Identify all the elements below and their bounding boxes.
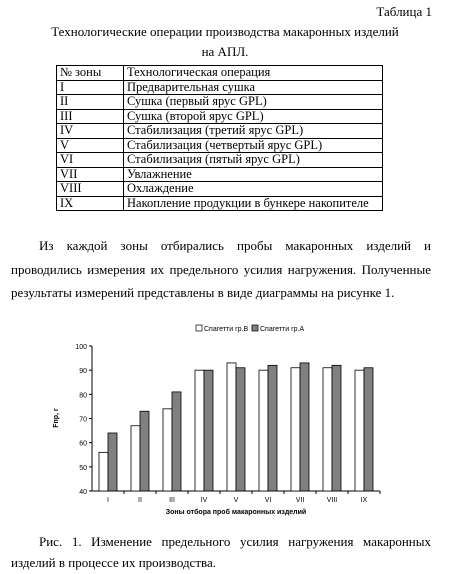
caption-text: Рис. 1. Изменение предельного усилия нагружения макаронных изделий в процессе их производства. <box>11 534 431 570</box>
zone-cell: IV <box>57 124 124 139</box>
bar-spaghetti-v <box>131 426 140 491</box>
figure-caption <box>11 531 431 573</box>
table-row <box>57 153 383 168</box>
bar-spaghetti-a <box>364 368 373 491</box>
x-tick-label: IV <box>200 497 208 504</box>
table-header-row <box>57 66 383 81</box>
table-title-line1: Технологические операции производства макаронных изделий <box>51 24 399 39</box>
zone-cell: I <box>57 80 124 95</box>
bar-spaghetti-v <box>163 409 172 491</box>
bar-spaghetti-a <box>268 365 277 491</box>
y-tick-label: 60 <box>79 440 87 448</box>
operation-cell: Увлажнение <box>124 167 383 182</box>
y-tick-label: 80 <box>79 392 87 400</box>
force-bar-chart <box>40 318 390 523</box>
table-row <box>57 196 383 211</box>
table-row <box>57 124 383 139</box>
bar-spaghetti-v <box>227 363 236 491</box>
x-tick-label: VIII <box>326 497 338 504</box>
y-axis-label: Fпр, г <box>53 408 60 428</box>
bar-spaghetti-v <box>355 370 364 491</box>
bar-spaghetti-a <box>140 411 149 491</box>
zone-cell: V <box>57 138 124 153</box>
body-paragraph <box>11 234 431 305</box>
legend-label: Спагетти гр.А <box>260 326 305 333</box>
y-tick-label: 40 <box>79 489 87 496</box>
bar-spaghetti-a <box>236 368 245 491</box>
operation-cell: Сушка (первый ярус GPL) <box>124 95 383 110</box>
bar-spaghetti-a <box>172 392 181 491</box>
legend-swatch <box>196 325 202 331</box>
legend-label: Спагетти гр.В <box>204 326 249 333</box>
table-title <box>0 22 450 62</box>
x-tick-label: III <box>169 497 175 504</box>
table-row <box>57 109 383 124</box>
bar-spaghetti-v <box>99 452 108 491</box>
x-tick-label: VII <box>295 497 305 504</box>
bar-spaghetti-a <box>300 363 309 491</box>
zone-cell: VII <box>57 167 124 182</box>
operation-cell: Накопление продукции в бункере накопителе <box>124 196 383 211</box>
zone-cell: II <box>57 95 124 110</box>
table-label: Таблица 1 <box>376 4 432 19</box>
header-zone: № зоны <box>57 66 124 81</box>
table-row <box>57 138 383 153</box>
operation-cell: Стабилизация (четвертый ярус GPL) <box>124 138 383 153</box>
table-row <box>57 182 383 197</box>
operation-cell: Стабилизация (третий ярус GPL) <box>124 124 383 139</box>
y-tick-label: 90 <box>79 368 87 376</box>
bar-spaghetti-v <box>195 370 204 491</box>
header-operation: Технологическая операция <box>124 66 383 81</box>
zone-cell: VIII <box>57 182 124 197</box>
x-tick-label: IX <box>360 497 368 504</box>
bar-spaghetti-a <box>332 365 341 491</box>
x-tick-label: I <box>107 497 109 504</box>
table-row <box>57 167 383 182</box>
bar-spaghetti-v <box>323 368 332 491</box>
bar-spaghetti-v <box>259 370 268 491</box>
x-tick-label: V <box>233 497 239 504</box>
table-title-line2: на АПЛ. <box>201 44 249 59</box>
operation-cell: Сушка (второй ярус GPL) <box>124 109 383 124</box>
paragraph-text: Из каждой зоны отбирались пробы макаронных изделий и проводились измерения их предельного усилия нагружения. Полученные результаты измерений представлены в виде диаграммы на рисунке 1. <box>11 238 431 300</box>
x-tick-label: II <box>138 497 142 504</box>
zone-cell: VI <box>57 153 124 168</box>
x-tick-label: VI <box>264 497 272 504</box>
legend-swatch <box>252 325 258 331</box>
operation-cell: Предварительная сушка <box>124 80 383 95</box>
bar-spaghetti-a <box>204 370 213 491</box>
y-tick-label: 50 <box>79 464 87 472</box>
y-tick-label: 70 <box>79 416 87 424</box>
bar-spaghetti-a <box>108 433 117 491</box>
bar-spaghetti-v <box>291 368 300 491</box>
operation-cell: Охлаждение <box>124 182 383 197</box>
operation-cell: Стабилизация (пятый ярус GPL) <box>124 153 383 168</box>
operations-table <box>56 65 383 211</box>
zone-cell: IX <box>57 196 124 211</box>
table-row <box>57 95 383 110</box>
x-axis-label: Зоны отбора проб макаронных изделий <box>165 509 307 516</box>
zone-cell: III <box>57 109 124 124</box>
table-row <box>57 80 383 95</box>
y-tick-label: 100 <box>75 344 87 351</box>
